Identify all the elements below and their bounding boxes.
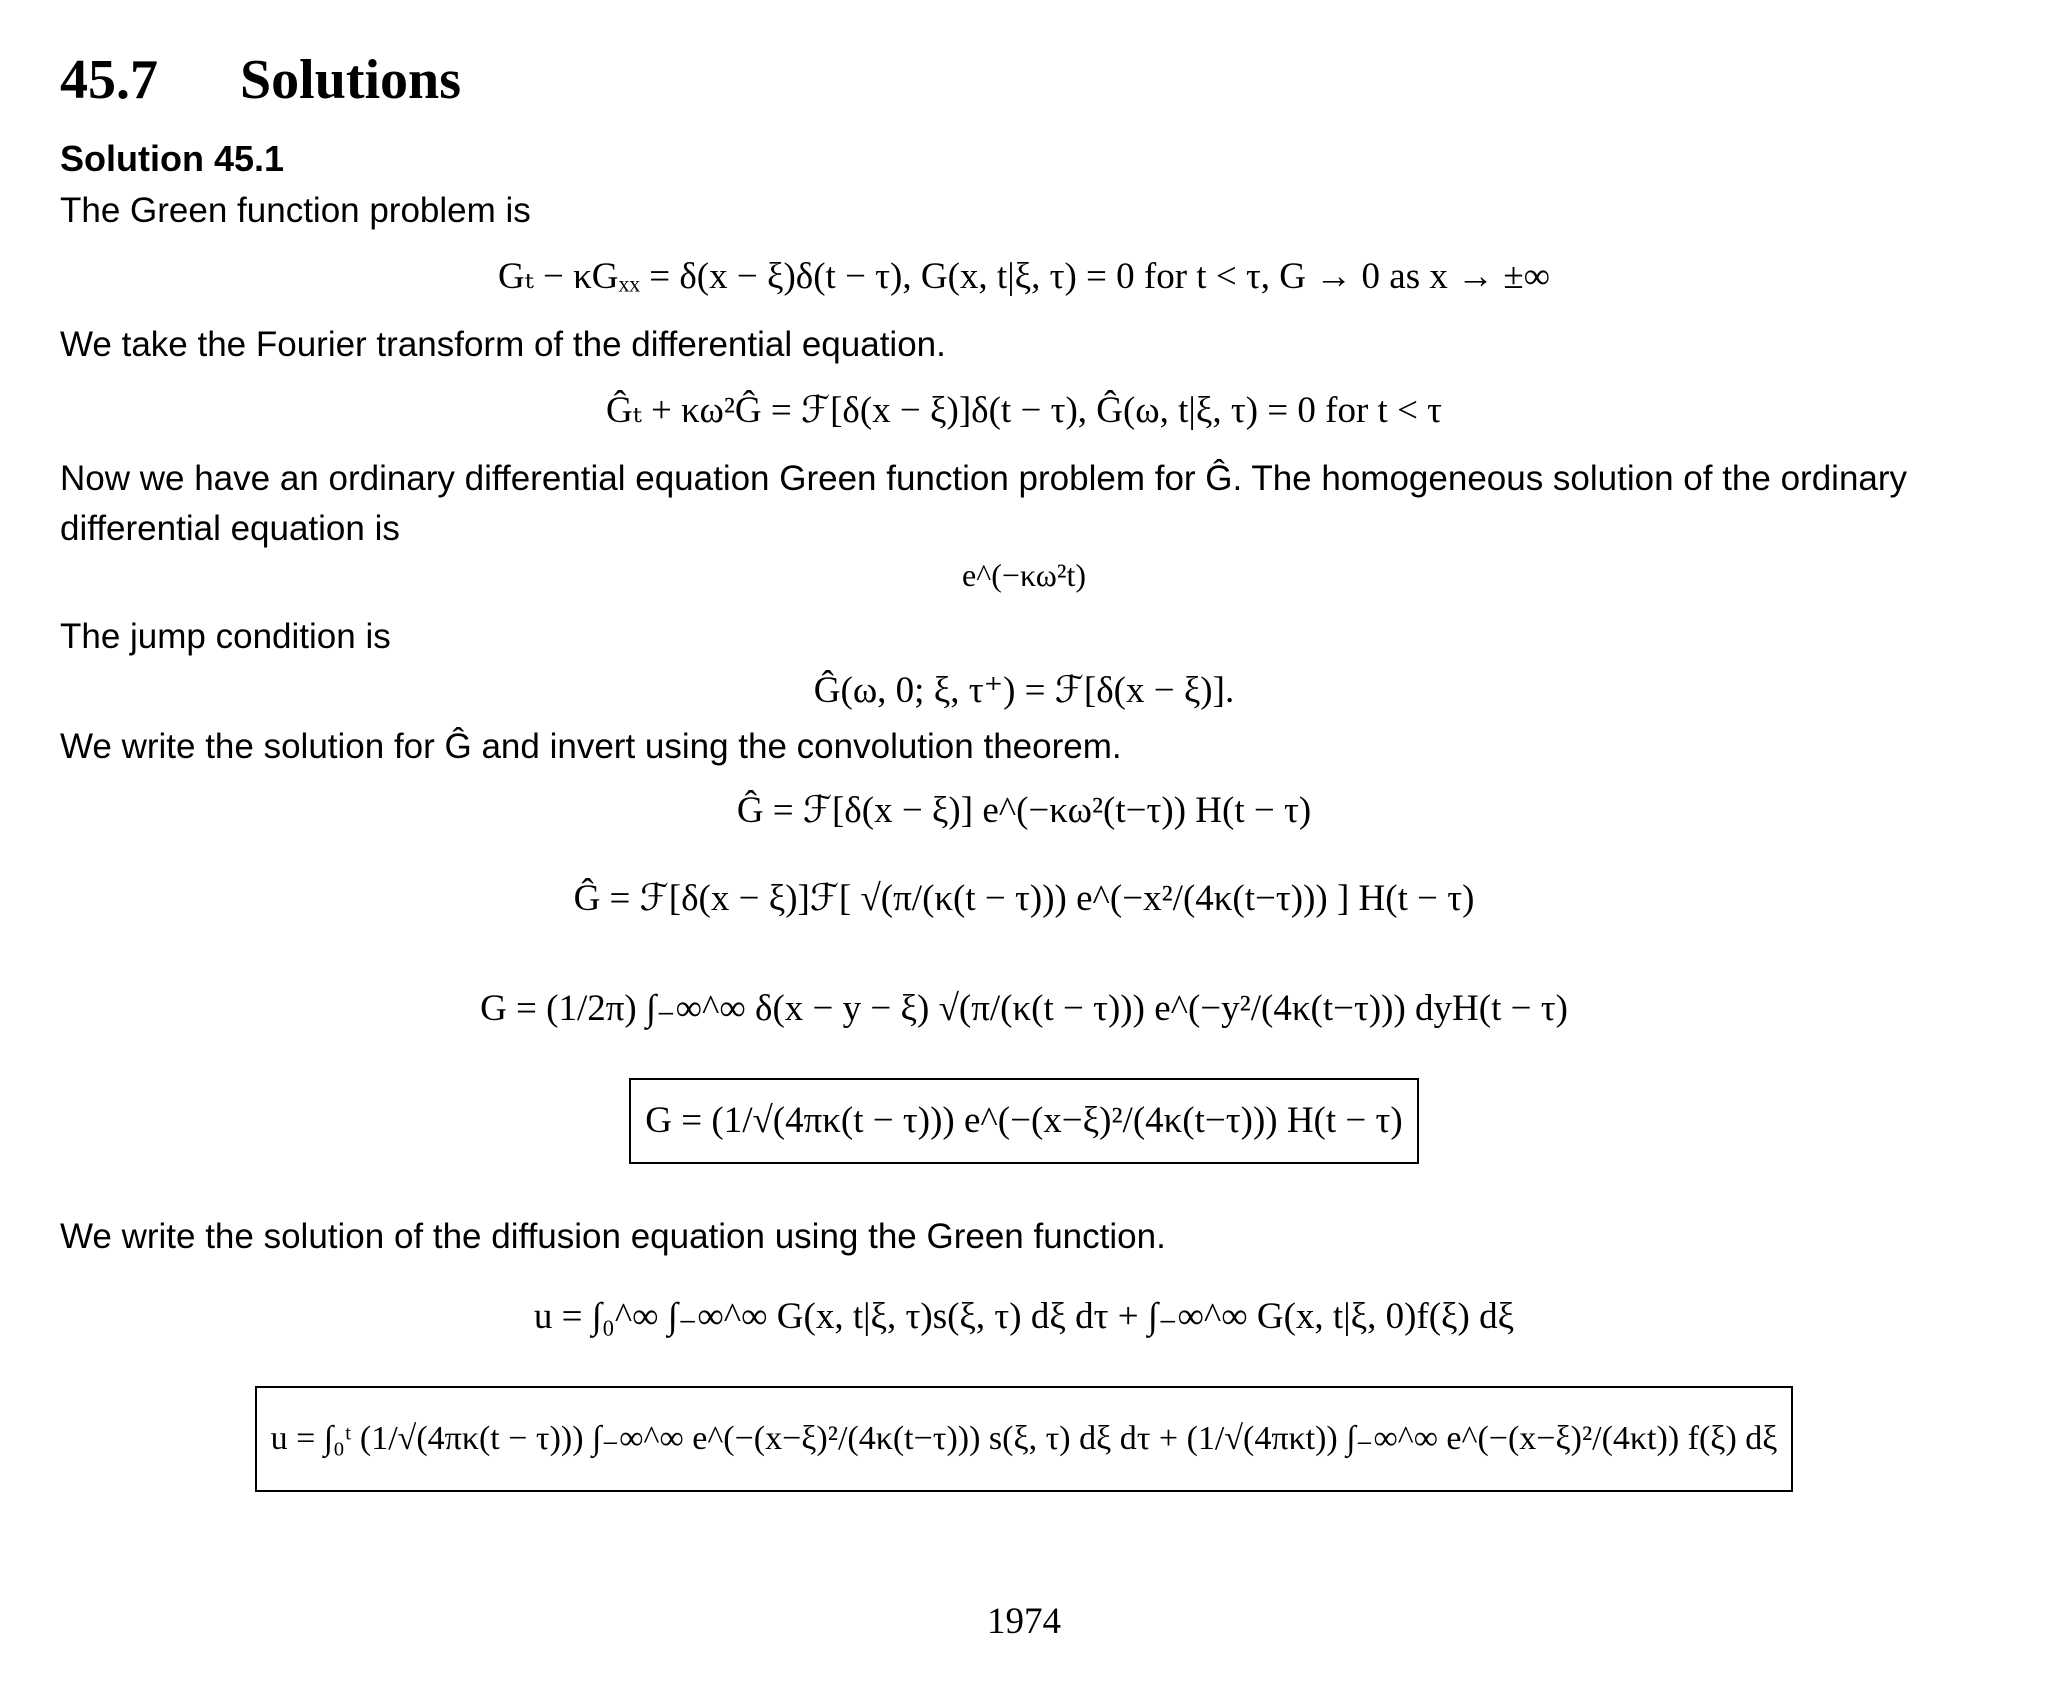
equation-g-boxed-wrap bbox=[0, 1078, 2048, 1164]
equation-u-boxed-wrap bbox=[0, 1386, 2048, 1492]
equation-g-hat-2: Ĝ = ℱ[δ(x − ξ)]ℱ[ √(π/(κ(t − τ))) e^(−x²/(4κ(t−τ))) ] H(t − τ) bbox=[573, 878, 1475, 919]
subsection-title: Solution 45.1 bbox=[60, 138, 285, 179]
paragraph-fourier: We take the Fourier transform of the differential equation. bbox=[60, 325, 946, 364]
equation-u-boxed: u = ∫₀ᵗ (1/√(4πκ(t − τ))) ∫₋∞^∞ e^(−(x−ξ)²/(4κ(t−τ))) s(ξ, τ) dξ dτ + (1/√(4πκt)) ∫₋∞^∞ e^(−(x−ξ)²/(4κt)) f(ξ) dξ bbox=[255, 1386, 1794, 1492]
paragraph-ode-line-2: differential equation is bbox=[60, 509, 400, 548]
equation-fourier: Ĝₜ + κω²Ĝ = ℱ[δ(x − ξ)]δ(t − τ), Ĝ(ω, t|ξ, τ) = 0 for t < τ bbox=[605, 390, 1443, 431]
equation-homogeneous: e^(−κω²t) bbox=[962, 557, 1086, 593]
equation-green-problem: Gₜ − κGₓₓ = δ(x − ξ)δ(t − τ), G(x, t|ξ, τ) = 0 for t < τ, G → 0 as x → ±∞ bbox=[497, 256, 1551, 297]
equation-g-boxed: G = (1/√(4πκ(t − τ))) e^(−(x−ξ)²/(4κ(t−τ))) H(t − τ) bbox=[629, 1078, 1418, 1164]
paragraph-diffusion: We write the solution of the diffusion equation using the Green function. bbox=[60, 1217, 1166, 1256]
section-title bbox=[60, 48, 461, 112]
paragraph-convolution: We write the solution for Ĝ and invert using the convolution theorem. bbox=[60, 727, 1122, 766]
paragraph-jump: The jump condition is bbox=[60, 617, 391, 656]
page-number: 1974 bbox=[987, 1601, 1061, 1642]
equation-g-hat-1: Ĝ = ℱ[δ(x − ξ)] e^(−κω²(t−τ)) H(t − τ) bbox=[736, 790, 1312, 831]
section-title-text: Solutions bbox=[240, 49, 461, 111]
equation-u-general: u = ∫₀^∞ ∫₋∞^∞ G(x, t|ξ, τ)s(ξ, τ) dξ dτ + ∫₋∞^∞ G(x, t|ξ, 0)f(ξ) dξ bbox=[533, 1296, 1515, 1337]
section-number: 45.7 bbox=[60, 49, 158, 111]
equation-g-integral: G = (1/2π) ∫₋∞^∞ δ(x − y − ξ) √(π/(κ(t − τ))) e^(−y²/(4κ(t−τ))) dyH(t − τ) bbox=[480, 988, 1568, 1029]
paragraph-ode-line-1: Now we have an ordinary differential equation Green function problem for Ĝ. The homogeneous solution of the ordinary bbox=[60, 459, 1908, 498]
equation-jump: Ĝ(ω, 0; ξ, τ⁺) = ℱ[δ(x − ξ)]. bbox=[813, 670, 1235, 711]
paragraph-green-problem: The Green function problem is bbox=[60, 191, 531, 230]
